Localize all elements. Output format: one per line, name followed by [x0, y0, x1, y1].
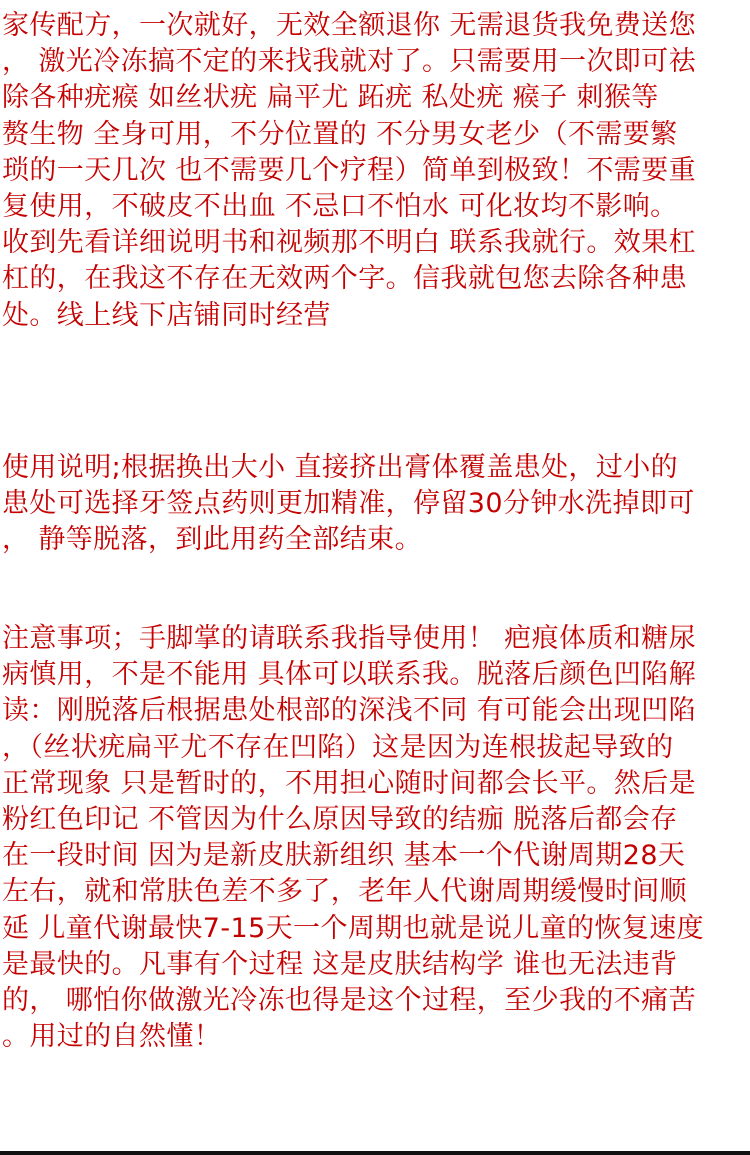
text-line: 是最快的。凡事有个过程 这是皮肤结构学 谁也无法违背 — [2, 948, 678, 980]
text-line: 处。线上线下店铺同时经营 — [2, 299, 331, 331]
text-line: 杠的，在我这不存在无效两个字。信我就包您去除各种患 — [2, 263, 687, 295]
text-line: 复使用，不破皮不出血 不忌口不怕水 可化妆均不影响。 — [2, 190, 678, 222]
text-line: ， 静等脱落，到此用药全部结束。 — [2, 524, 422, 556]
text-line: 正常现象 只是暂时的，不用担心随时间都会长平。然后是 — [2, 767, 696, 799]
text-line: 赘生物 全身可用，不分位置的 不分男女老少（不需要繁 — [2, 118, 678, 150]
text-line: 收到先看详细说明书和视频那不明白 联系我就行。效果杠 — [2, 227, 696, 259]
text-line: 琐的一天几次 也不需要几个疗程）简单到极致！不需要重 — [2, 154, 696, 186]
bottom-border — [0, 1151, 750, 1155]
text-line: 读：刚脱落后根据患处根部的深浅不同 有可能会出现凹陷 — [2, 695, 696, 727]
text-line: ，（丝状疣扁平尤不存在凹陷）这是因为连根拔起导致的 — [2, 731, 674, 763]
text-line: 左右，就和常肤色差不多了，老年人代谢周期缓慢时间顺 — [2, 876, 687, 908]
usage-instructions-paragraph — [2, 450, 747, 559]
text-line: 家传配方，一次就好，无效全额退你 无需退货我免费送您 — [2, 10, 696, 41]
text-line: 患处可选择牙签点药则更加精准，停留30分钟水洗掉即可 — [2, 488, 695, 520]
text-line: 病慎用，不是不能用 具体可以联系我。脱落后颜色凹陷解 — [2, 659, 696, 691]
text-line: 粉红色印记 不管因为什么原因导致的结痂 脱落后都会存 — [2, 803, 678, 835]
intro-paragraph — [2, 8, 747, 334]
text-line: 延 儿童代谢最快7-15天一个周期也就是说儿童的恢复速度 — [2, 912, 705, 944]
text-line: 。用过的自然懂！ — [2, 1021, 222, 1053]
text-line: ， 激光冷冻搞不定的来找我就对了。只需要用一次即可祛 — [2, 46, 696, 78]
text-line: 的， 哪怕你做激光冷冻也得是这个过程，至少我的不痛苦 — [2, 984, 696, 1016]
text-line: 使用说明;根据换出大小 直接挤出膏体覆盖患处，过小的 — [2, 452, 679, 483]
text-line: 除各种疣瘊 如丝状疣 扁平尤 跖疣 私处疣 瘊子 刺猴等 — [2, 82, 659, 114]
precautions-paragraph — [2, 621, 747, 1055]
text-line: 在一段时间 因为是新皮肤新组织 基本一个代谢周期28天 — [2, 840, 686, 872]
text-line: 注意事项；手脚掌的请联系我指导使用！ 疤痕体质和糖尿 — [2, 623, 696, 654]
